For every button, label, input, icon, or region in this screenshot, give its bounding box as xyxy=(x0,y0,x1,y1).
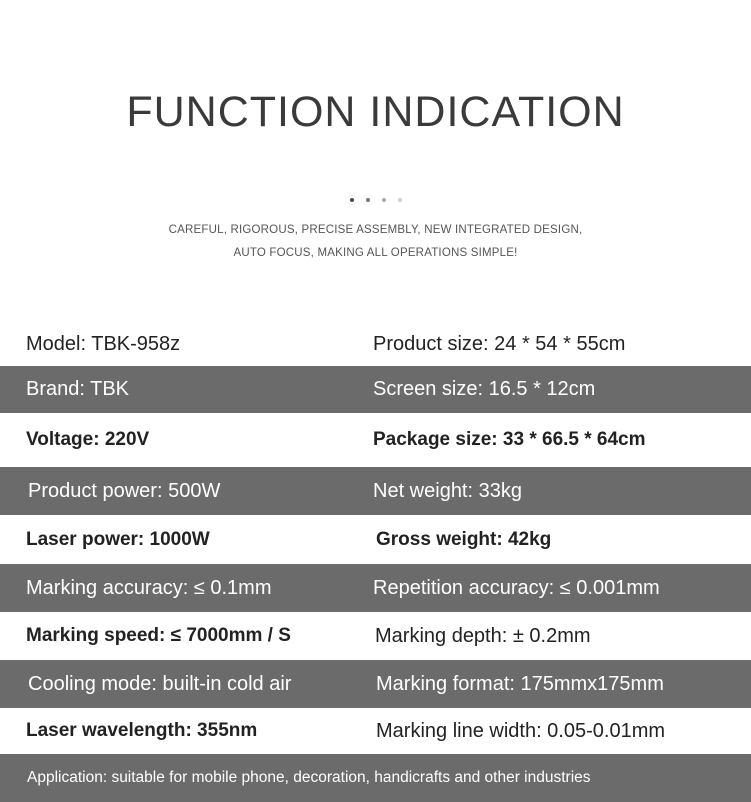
spec-right: Screen size: 16.5 * 12cm xyxy=(373,378,596,400)
spec-left: Cooling mode: built-in cold air xyxy=(28,672,292,695)
spec-row xyxy=(0,515,751,564)
dot-4[interactable] xyxy=(398,198,402,202)
spec-right: Product size: 24 * 54 * 55cm xyxy=(373,332,626,355)
subtitle-line-1: CAREFUL, RIGOROUS, PRECISE ASSEMBLY, NEW INTEGRATED DESIGN, xyxy=(168,224,583,236)
spec-row xyxy=(0,564,751,612)
spec-row xyxy=(0,467,751,515)
page-title: FUNCTION INDICATION xyxy=(126,88,625,136)
subtitle-line-2: AUTO FOCUS, MAKING ALL OPERATIONS SIMPLE! xyxy=(233,247,518,259)
dot-1[interactable] xyxy=(350,198,354,202)
application-text: Application: suitable for mobile phone, decoration, handicrafts and other industries xyxy=(27,769,591,786)
spec-left: Brand: TBK xyxy=(26,378,130,400)
spec-right: Marking line width: 0.05-0.01mm xyxy=(376,719,666,742)
dot-2[interactable] xyxy=(366,198,370,202)
spec-left: Model: TBK-958z xyxy=(26,332,181,355)
spec-left: Product power: 500W xyxy=(28,479,221,502)
spec-left: Marking accuracy: ≤ 0.1mm xyxy=(26,576,272,599)
spec-row xyxy=(0,612,751,660)
spec-row xyxy=(0,413,751,467)
spec-right: Marking format: 175mmx175mm xyxy=(376,672,664,695)
spec-left: Voltage: 220V xyxy=(26,429,150,450)
spec-row xyxy=(0,660,751,708)
carousel-dots xyxy=(0,191,751,199)
spec-row xyxy=(0,708,751,754)
spec-right: Marking depth: ± 0.2mm xyxy=(375,624,591,647)
spec-left: Laser power: 1000W xyxy=(26,528,210,550)
spec-right: Package size: 33 * 66.5 * 64cm xyxy=(373,429,646,450)
spec-left: Marking speed: ≤ 7000mm / S xyxy=(26,625,291,646)
spec-left: Laser wavelength: 355nm xyxy=(26,720,258,741)
spec-right: Gross weight: 42kg xyxy=(376,528,552,550)
application-banner xyxy=(0,754,751,802)
spec-right: Net weight: 33kg xyxy=(373,479,522,502)
spec-row xyxy=(0,322,751,366)
spec-row xyxy=(0,366,751,413)
dot-3[interactable] xyxy=(382,198,386,202)
spec-right: Repetition accuracy: ≤ 0.001mm xyxy=(373,576,660,599)
